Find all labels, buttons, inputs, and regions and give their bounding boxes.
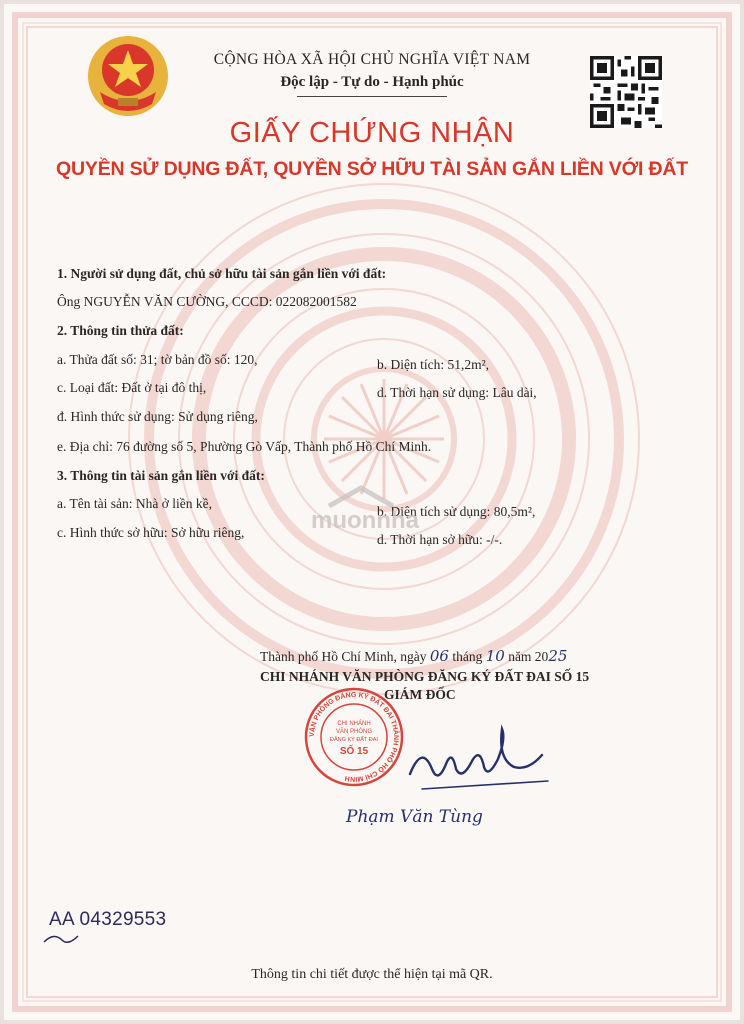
seal-line4: SỐ 15 bbox=[339, 746, 369, 757]
brand-watermark-text: muonnha bbox=[311, 507, 419, 534]
official-seal bbox=[304, 687, 404, 787]
serial-number: AA 04329553 bbox=[49, 909, 167, 930]
owner-line: Ông NGUYỄN VĂN CƯỜNG, CCCD: 022082001582 bbox=[57, 294, 357, 309]
signer-role: GIÁM ĐỐC bbox=[384, 687, 456, 702]
national-title: CỘNG HÒA XÃ HỘI CHỦ NGHĨA VIỆT NAM bbox=[213, 51, 531, 68]
signer-name: Phạm Văn Tùng bbox=[346, 807, 483, 827]
signing-month: 10 bbox=[485, 647, 505, 665]
seal-line2: VĂN PHÒNG bbox=[335, 729, 373, 735]
certificate-sheet bbox=[4, 4, 740, 1020]
parcel-area: b. Diện tích: 51,2m², bbox=[377, 357, 490, 372]
handwritten-signature bbox=[402, 719, 552, 809]
ownership-term: d. Thời hạn sở hữu: -/-. bbox=[377, 532, 503, 547]
signing-place: Thành phố Hồ Chí Minh, ngày bbox=[260, 649, 430, 664]
issuing-office: CHI NHÁNH VĂN PHÒNG ĐĂNG KÝ ĐẤT ĐAI SỐ 15 bbox=[260, 669, 590, 684]
seal-line3: ĐĂNG KÝ ĐẤT ĐAI bbox=[330, 737, 378, 743]
month-label: tháng bbox=[448, 649, 486, 664]
signing-year-suffix: 25 bbox=[548, 647, 568, 665]
document-title: GIẤY CHỨNG NHẬN bbox=[229, 117, 515, 149]
use-term: d. Thời hạn sử dụng: Lâu dài, bbox=[377, 385, 537, 400]
section1-heading: 1. Người sử dụng đất, chủ sở hữu tài sản gắn liền với đất: bbox=[57, 266, 387, 281]
seal-ring-text: VĂN PHÒNG ĐĂNG KÝ ĐẤT ĐAI THÀNH PHỐ HỒ CHÍ MINH bbox=[308, 691, 400, 783]
year-label: năm 20 bbox=[504, 649, 549, 664]
asset-name: a. Tên tài sản: Nhà ở liền kề, bbox=[57, 496, 212, 511]
qr-note: Thông tin chi tiết được thể hiện tại mã QR. bbox=[251, 967, 493, 982]
land-type: c. Loại đất: Đất ở tại đô thị, bbox=[57, 380, 207, 395]
asset-floor-area: b. Diện tích sử dụng: 80,5m², bbox=[377, 504, 536, 519]
brand-watermark bbox=[309, 484, 439, 534]
use-form: đ. Hình thức sử dụng: Sử dụng riêng, bbox=[57, 409, 258, 424]
parcel-number: a. Thửa đất số: 31; tờ bản đồ số: 120, bbox=[57, 352, 258, 367]
document-subtitle: QUYỀN SỬ DỤNG ĐẤT, QUYỀN SỞ HỮU TÀI SẢN GẮN LIỀN VỚI ĐẤT bbox=[56, 158, 688, 180]
serial-mark-icon bbox=[42, 928, 82, 948]
section2-heading: 2. Thông tin thửa đất: bbox=[57, 323, 184, 338]
national-motto: Độc lập - Tự do - Hạnh phúc bbox=[280, 74, 464, 90]
signing-day: 06 bbox=[429, 647, 449, 665]
section3-heading: 3. Thông tin tài sản gắn liền với đất: bbox=[57, 468, 265, 483]
signing-date bbox=[260, 647, 567, 665]
parcel-address: e. Địa chỉ: 76 đường số 5, Phường Gò Vấp, Thành phố Hồ Chí Minh. bbox=[57, 439, 432, 454]
ownership-form: c. Hình thức sở hữu: Sở hữu riêng, bbox=[57, 525, 245, 540]
seal-line1: CHI NHÁNH bbox=[337, 721, 371, 727]
motto-underline bbox=[297, 96, 447, 97]
